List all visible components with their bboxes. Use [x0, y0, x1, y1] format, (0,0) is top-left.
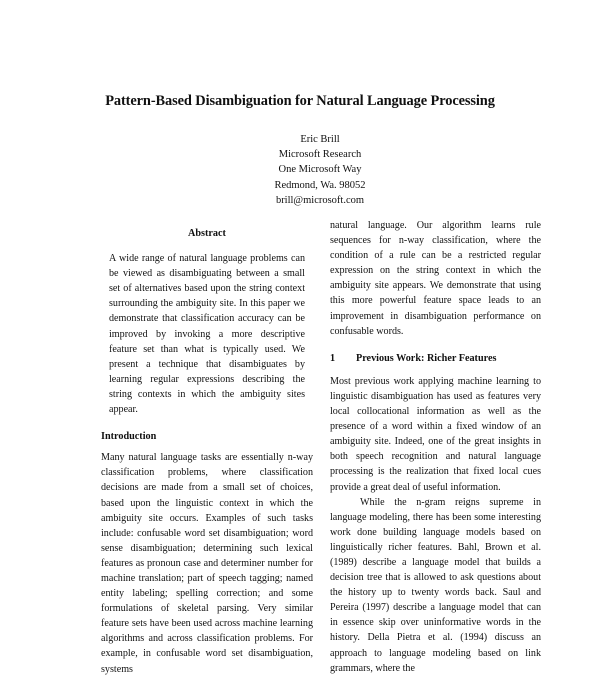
continuation-text: natural language. Our algorithm learns rule sequences for n-way classification, where the condition of a rule can be a restricted regular expression on the string context in which the ambiguity site appears. We demonstrate that using this more powerful feature space leads to an improvement in disambiguation performance on confusable words.: [330, 220, 541, 337]
section-1-paragraph-1: Most previous work applying machine learning to linguistic disambiguation has used as features very local collocational information as well as the presence of a word within a fixed window of an ambiguity site. Indeed, one of the great insights in both speech recognition and natural language processing is the realization that fixed local cues provide a great deal of useful information.: [330, 375, 541, 493]
section-1-number: 1: [330, 352, 336, 364]
section-1-heading: [330, 351, 541, 366]
author-block: [0, 132, 600, 208]
author-address-line-2: Redmond, Wa. 98052: [274, 179, 366, 191]
author-email: brill@microsoft.com: [275, 194, 365, 206]
author-affiliation: Microsoft Research: [278, 149, 362, 161]
author-name: Eric Brill: [300, 134, 340, 145]
author-address-line-1: One Microsoft Way: [278, 164, 362, 176]
introduction-heading: Introduction: [101, 431, 157, 443]
section-1-paragraph-2: While the n-gram reigns supreme in language modeling, there has been some interesting work done building language models based on linguistically richer features. Bahl, Brown et al. (1989) describe a language model that builds a decision tree that is allowed to ask questions about the history up to twenty words back. Saul and Pereira (1997) describe a language model that can in essence skip over uninformative words in the history. Della Pietra et al. (1994) discuss an approach to language modeling based on link grammars, where the: [330, 496, 541, 674]
section-1-title: Previous Work: Richer Features: [356, 352, 497, 364]
left-column: [101, 226, 313, 677]
paper-title: Pattern-Based Disambiguation for Natural Language Processing: [105, 93, 495, 109]
abstract-text: A wide range of natural language problems can be viewed as disambiguating between a small set of alternatives based upon the string context surrounding the ambiguity site. In this paper we demonstrate that classification accuracy can be improved by invoking a more descriptive feature set than what is typically used. We present a technique that disambiguates by learning regular expressions describing the string contexts in which the ambiguity sites appear.: [109, 253, 305, 416]
abstract-heading: Abstract: [188, 228, 226, 239]
right-column: [330, 218, 541, 676]
introduction-text: Many natural language tasks are essentially n-way classification problems, where classification decisions are made from a small set of choices, based upon the linguistic context in which the ambiguity site occurs. Examples of such tasks include: confusable word set disambiguation; word sense disambiguation; determining such lexical features as pronoun case and determiner number for machine translation; part of speech tagging; named entity labeling; spelling correction; and some formulations of skeletal parsing. Very similar feature sets have been used across machine learning algorithms and across classification problems. For example, in confusable word set disambiguation, systems: [101, 452, 313, 675]
